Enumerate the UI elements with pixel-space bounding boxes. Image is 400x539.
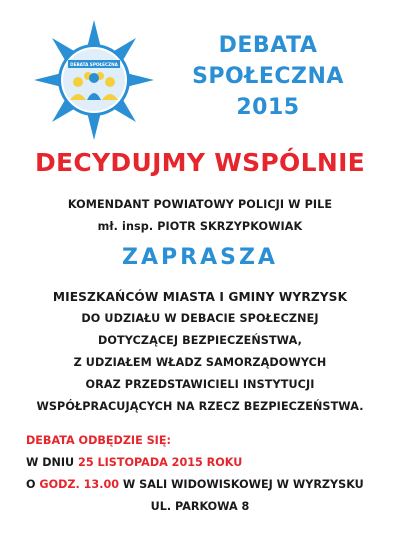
body-line-3: Z UDZIAŁEM WŁADZ SAMORZĄDOWYCH bbox=[73, 356, 327, 369]
time-prefix: O bbox=[26, 478, 40, 491]
body-line-1: DO UDZIAŁU W DEBACIE SPOŁECZNEJ bbox=[81, 312, 319, 325]
event-street: UL. PARKOWA 8 bbox=[150, 500, 250, 513]
event-title bbox=[168, 30, 368, 123]
details-time-line bbox=[26, 478, 364, 491]
details-date-line bbox=[26, 456, 242, 469]
headline: DECYDUJMY WSPÓLNIE bbox=[34, 148, 366, 177]
details-heading: DEBATA ODBĘDZIE SIĘ: bbox=[26, 434, 171, 447]
event-time: GODZ. 13.00 bbox=[39, 478, 120, 491]
police-star-emblem-icon bbox=[32, 18, 156, 142]
body-line-5: WSPÓŁPRACUJĄCYCH NA RZECZ BEZPIECZEŃSTWA. bbox=[36, 400, 364, 413]
invite-heading: ZAPRASZA bbox=[122, 245, 278, 270]
host-line-2: mł. insp. PIOTR SKRZYPKOWIAK bbox=[97, 220, 303, 233]
audience-line: MIESZKAŃCÓW MIASTA I GMINY WYRZYSK bbox=[52, 290, 348, 304]
event-place: W SALI WIDOWISKOWEJ W WYRZYSKU bbox=[119, 478, 364, 491]
host-line-1: KOMENDANT POWIATOWY POLICJI W PILE bbox=[67, 198, 333, 211]
title-line-1: DEBATA bbox=[218, 33, 318, 58]
event-date: 25 LISTOPADA 2015 ROKU bbox=[78, 456, 243, 469]
logo-banner-text: DEBATA SPOŁECZNA bbox=[70, 62, 118, 67]
body-line-4: ORAZ PRZEDSTAWICIELI INSTYTUCJI bbox=[85, 378, 315, 391]
date-prefix: W DNIU bbox=[26, 456, 79, 469]
body-line-2: DOTYCZĄCEJ BEZPIECZEŃSTWA, bbox=[98, 334, 302, 347]
title-line-2: SPOŁECZNA bbox=[192, 64, 344, 89]
title-line-3: 2015 bbox=[236, 95, 300, 120]
